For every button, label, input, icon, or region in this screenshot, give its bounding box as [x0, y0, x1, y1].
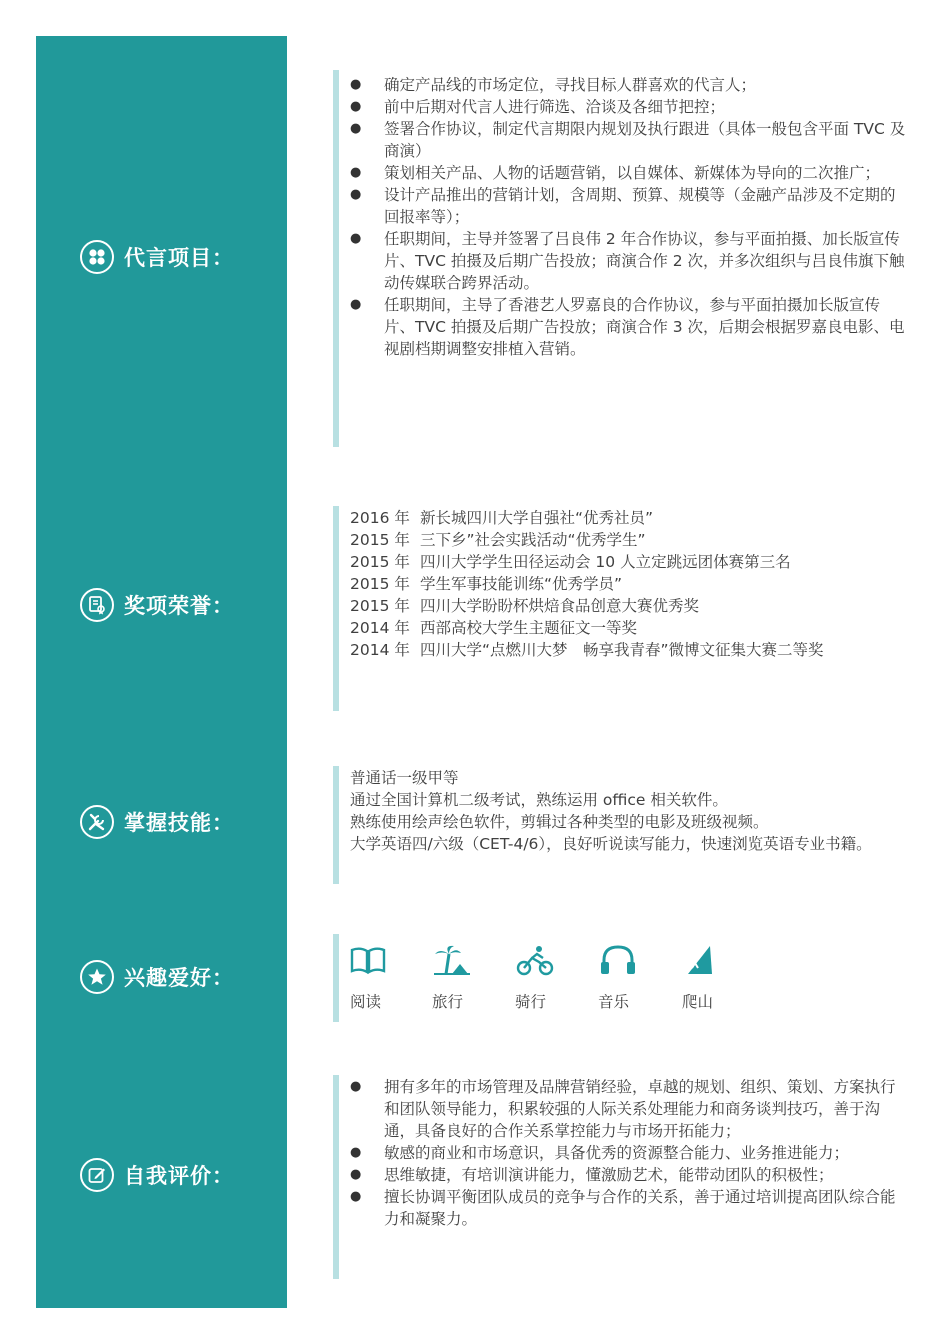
- hobby-item: [598, 940, 658, 1012]
- section-header-endorsement: [80, 237, 234, 277]
- list-item: ● 拥有多年的市场管理及品牌营销经验，卓越的规划、组织、策划、方案执行和团队领导能力，积累较强的人际关系处理能力和商务谈判技巧，善于沟通，具备良好的合作关系掌控能力与市场开拓能力；: [350, 1076, 910, 1142]
- section-header-self-eval: [80, 1155, 234, 1195]
- section-title: 兴趣爱好：: [124, 966, 234, 990]
- clover-icon: [80, 240, 114, 274]
- award-item: [350, 507, 910, 529]
- section-title: 掌握技能：: [124, 811, 234, 835]
- accent-bar: [333, 506, 339, 711]
- award-text: 三下乡”社会实践活动“优秀学生”: [420, 531, 646, 549]
- sidebar: [36, 36, 287, 1308]
- award-year: 2014 年: [350, 641, 410, 659]
- award-text: 四川大学“点燃川大梦 畅享我青春”微博文征集大赛二等奖: [420, 641, 824, 659]
- section-header-hobbies: [80, 957, 234, 997]
- skill-item: 大学英语四/六级（CET-4/6），良好听说读写能力，快速浏览英语专业书籍。: [350, 835, 872, 853]
- list-item: ● 签署合作协议，制定代言期限内规划及执行跟进（具体一般包含平面 TVC 及商演）: [350, 118, 910, 162]
- award-year: 2015 年: [350, 575, 410, 593]
- list-item: ● 设计产品推出的营销计划，含周期、预算、规模等（金融产品涉及不定期的回报率等）；: [350, 184, 910, 228]
- hobby-item: [682, 940, 742, 1012]
- award-item: [350, 639, 910, 661]
- award-item: [350, 617, 910, 639]
- headphones-icon: [598, 940, 658, 980]
- skill-item: 通过全国计算机二级考试，熟练运用 office 相关软件。: [350, 791, 728, 809]
- list-item: ● 敏感的商业和市场意识，具备优秀的资源整合能力、业务推进能力；: [350, 1142, 910, 1164]
- award-item: [350, 551, 910, 573]
- hobby-item: [515, 940, 575, 1012]
- list-item: ● 擅长协调平衡团队成员的竞争与合作的关系，善于通过培训提高团队综合能力和凝聚力。: [350, 1186, 910, 1230]
- list-item: ● 策划相关产品、人物的话题营销，以自媒体、新媒体为导向的二次推广；: [350, 162, 910, 184]
- hobby-label: 骑行: [515, 993, 547, 1011]
- cycling-icon: [515, 940, 575, 980]
- certificate-icon: [80, 588, 114, 622]
- book-icon: [350, 940, 410, 980]
- skill-item: 熟练使用绘声绘色软件，剪辑过各种类型的电影及班级视频。: [350, 813, 769, 831]
- skill-item: 普通话一级甲等: [350, 769, 459, 787]
- star-icon: [80, 960, 114, 994]
- accent-bar: [333, 766, 339, 884]
- climbing-icon: [682, 940, 742, 980]
- hobby-item: [350, 940, 410, 1012]
- edit-icon: [80, 1158, 114, 1192]
- hobby-label: 阅读: [350, 993, 382, 1011]
- hobby-label: 旅行: [432, 993, 464, 1011]
- award-year: 2015 年: [350, 531, 410, 549]
- accent-bar: [333, 1075, 339, 1279]
- tools-icon: [80, 805, 114, 839]
- hobby-label: 音乐: [598, 993, 630, 1011]
- award-year: 2015 年: [350, 597, 410, 615]
- award-text: 学生军事技能训练“优秀学员”: [420, 575, 623, 593]
- list-item: ● 任职期间，主导并签署了吕良伟 2 年合作协议，参与平面拍摄、加长版宣传片、TVC 拍摄及后期广告投放；商演合作 2 次，并多次组织与吕良伟旗下触动传媒联合跨界活动。: [350, 228, 910, 294]
- accent-bar: [333, 70, 339, 447]
- award-year: 2015 年: [350, 553, 410, 571]
- section-header-awards: [80, 585, 234, 625]
- section-header-skills: [80, 802, 234, 842]
- self-eval-list: [350, 1076, 910, 1230]
- hobby-item: [432, 940, 492, 1012]
- list-item: ● 思维敏捷，有培训演讲能力，懂激励艺术，能带动团队的积极性；: [350, 1164, 910, 1186]
- hobbies-row: [350, 940, 910, 1020]
- award-item: [350, 529, 910, 551]
- award-year: 2014 年: [350, 619, 410, 637]
- list-item: ● 前中后期对代言人进行筛选、洽谈及各细节把控；: [350, 96, 910, 118]
- palm-tree-icon: [432, 940, 492, 980]
- section-title: 奖项荣誉：: [124, 594, 234, 618]
- section-title: 自我评价：: [124, 1164, 234, 1188]
- award-item: [350, 595, 910, 617]
- endorsement-list: [350, 74, 910, 360]
- award-text: 四川大学盼盼杯烘焙食品创意大赛优秀奖: [420, 597, 700, 615]
- award-item: [350, 573, 910, 595]
- list-item: ● 确定产品线的市场定位，寻找目标人群喜欢的代言人；: [350, 74, 910, 96]
- accent-bar: [333, 934, 339, 1022]
- awards-list: [350, 507, 910, 661]
- award-text: 四川大学学生田径运动会 10 人立定跳远团体赛第三名: [420, 553, 791, 571]
- section-title: 代言项目：: [124, 246, 234, 270]
- skills-list: [350, 767, 910, 855]
- award-text: 西部高校大学生主题征文一等奖: [420, 619, 638, 637]
- award-year: 2016 年: [350, 509, 410, 527]
- list-item: ● 任职期间，主导了香港艺人罗嘉良的合作协议，参与平面拍摄加长版宣传片、TVC 拍摄及后期广告投放；商演合作 3 次，后期会根据罗嘉良电影、电视剧档期调整安排植入营销。: [350, 294, 910, 360]
- award-text: 新长城四川大学自强社“优秀社员”: [420, 509, 654, 527]
- hobby-label: 爬山: [682, 993, 714, 1011]
